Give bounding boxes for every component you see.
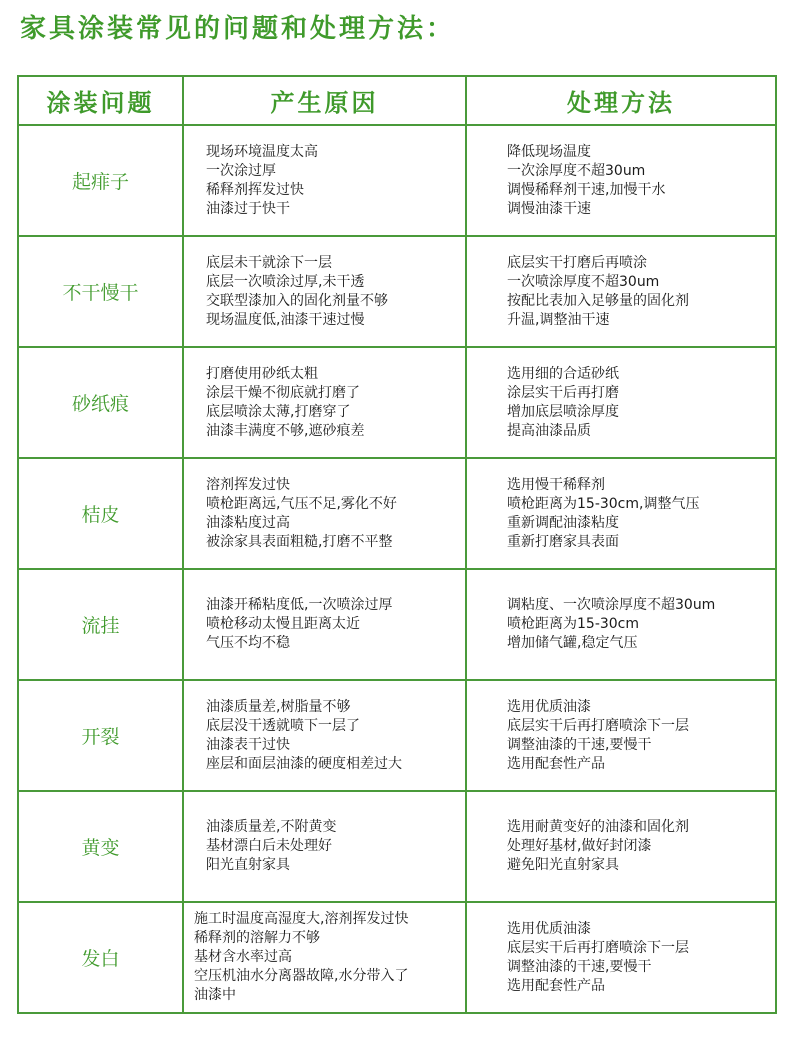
- table-row: [18, 347, 776, 458]
- method-cell: [466, 125, 776, 236]
- cause-line: 油漆表干过快: [206, 736, 290, 753]
- method-line: 重新打磨家具表面: [507, 533, 619, 550]
- cause-line: 喷枪移动太慢且距离太近: [206, 616, 360, 632]
- method-line: 增加储气罐,稳定气压: [507, 635, 638, 651]
- header-method: 处理方法: [466, 76, 776, 125]
- method-line: 提高油漆品质: [507, 422, 591, 439]
- header-issue: 涂装问题: [18, 76, 183, 125]
- method-line: 一次涂厚度不超30um: [507, 162, 646, 179]
- method-cell: [466, 347, 776, 458]
- cause-line: 喷枪距离远,气压不足,雾化不好: [206, 495, 397, 512]
- method-line: 选用慢干稀释剂: [507, 476, 605, 493]
- method-line: 调整油漆的干速,要慢干: [507, 736, 652, 753]
- cause-cell: [183, 902, 466, 1013]
- header-cause: 产生原因: [183, 76, 466, 125]
- issue-cell: 砂纸痕: [18, 347, 183, 458]
- cause-cell: [183, 458, 466, 569]
- cause-line: 打磨使用砂纸太粗: [206, 365, 318, 382]
- cause-line: 油漆质量差,不附黄变: [206, 819, 337, 835]
- method-line: 重新调配油漆粘度: [507, 514, 619, 531]
- cause-line: 稀释剂的溶解力不够: [194, 930, 320, 946]
- cause-line: 溶剂挥发过快: [206, 476, 290, 493]
- method-line: 升温,调整油干速: [507, 311, 610, 328]
- method-cell: [466, 680, 776, 791]
- method-line: 降低现场温度: [507, 143, 591, 160]
- issue-cell: 流挂: [18, 569, 183, 680]
- cause-line: 油漆粘度过高: [206, 514, 290, 531]
- cause-line: 施工时温度高湿度大,溶剂挥发过快: [194, 911, 409, 927]
- cause-line: 基材漂白后未处理好: [206, 838, 332, 854]
- method-line: 增加底层喷涂厚度: [507, 403, 619, 420]
- method-line: 调慢油漆干速: [507, 200, 591, 217]
- cause-line: 现场环境温度太高: [206, 143, 318, 160]
- method-line: 底层实干后再打磨喷涂下一层: [507, 717, 689, 734]
- table-row: [18, 236, 776, 347]
- method-line: 按配比表加入足够量的固化剂: [507, 292, 689, 309]
- method-line: 选用配套性产品: [507, 977, 605, 994]
- cause-line: 空压机油水分离器故障,水分带入了: [194, 968, 409, 984]
- table-row: [18, 569, 776, 680]
- method-line: 调慢稀释剂干速,加慢干水: [507, 181, 666, 198]
- cause-cell: [183, 680, 466, 791]
- cause-line: 油漆质量差,树脂量不够: [206, 698, 351, 715]
- cause-line: 油漆丰满度不够,遮砂痕差: [206, 422, 365, 439]
- cause-line: 座层和面层油漆的硬度相差过大: [206, 755, 402, 772]
- method-line: 选用耐黄变好的油漆和固化剂: [507, 819, 689, 835]
- issue-cell: 开裂: [18, 680, 183, 791]
- cause-cell: [183, 236, 466, 347]
- issue-cell: 黄变: [18, 791, 183, 902]
- method-line: 调整油漆的干速,要慢干: [507, 958, 652, 975]
- method-line: 选用优质油漆: [507, 698, 591, 715]
- cause-cell: [183, 347, 466, 458]
- page-title: 家具涂装常见的问题和处理方法：: [20, 14, 456, 44]
- cause-line: 底层一次喷涂过厚,未干透: [206, 273, 365, 290]
- method-line: 调粘度、一次喷涂厚度不超30um: [507, 597, 716, 613]
- problems-table-wrapper: [17, 75, 777, 1014]
- method-cell: [466, 791, 776, 902]
- method-line: 一次喷涂厚度不超30um: [507, 273, 660, 290]
- problems-table: [17, 75, 777, 1014]
- table-row: [18, 902, 776, 1013]
- issue-cell: 发白: [18, 902, 183, 1013]
- method-line: 涂层实干后再打磨: [507, 384, 619, 401]
- cause-line: 底层喷涂太薄,打磨穿了: [206, 403, 351, 420]
- cause-cell: [183, 791, 466, 902]
- cause-line: 一次涂过厚: [206, 162, 276, 179]
- issue-cell: 不干慢干: [18, 236, 183, 347]
- table-row: [18, 458, 776, 569]
- cause-cell: [183, 125, 466, 236]
- table-header-row: [18, 76, 776, 125]
- cause-line: 油漆过于快干: [206, 200, 290, 217]
- cause-line: 基材含水率过高: [194, 949, 292, 965]
- cause-line: 阳光直射家具: [206, 857, 290, 873]
- table-row: [18, 680, 776, 791]
- method-line: 底层实干打磨后再喷涂: [507, 254, 647, 271]
- cause-line: 气压不均不稳: [206, 635, 290, 651]
- cause-cell: [183, 569, 466, 680]
- method-line: 底层实干后再打磨喷涂下一层: [507, 939, 689, 956]
- method-cell: [466, 236, 776, 347]
- cause-line: 底层没干透就喷下一层了: [206, 717, 360, 734]
- cause-line: 油漆开稀粘度低,一次喷涂过厚: [206, 597, 393, 613]
- table-row: [18, 125, 776, 236]
- method-line: 选用细的合适砂纸: [507, 365, 619, 382]
- method-line: 处理好基材,做好封闭漆: [507, 838, 652, 854]
- cause-line: 油漆中: [194, 987, 236, 1003]
- table-row: [18, 791, 776, 902]
- method-line: 选用优质油漆: [507, 920, 591, 937]
- issue-cell: 桔皮: [18, 458, 183, 569]
- method-cell: [466, 902, 776, 1013]
- cause-line: 被涂家具表面粗糙,打磨不平整: [206, 533, 393, 550]
- cause-line: 交联型漆加入的固化剂量不够: [206, 292, 388, 309]
- table-body: [18, 125, 776, 1013]
- issue-cell: 起痱子: [18, 125, 183, 236]
- method-line: 喷枪距离为15-30cm: [507, 616, 640, 632]
- cause-line: 现场温度低,油漆干速过慢: [206, 311, 365, 328]
- method-line: 喷枪距离为15-30cm,调整气压: [507, 495, 700, 512]
- method-line: 避免阳光直射家具: [507, 857, 619, 873]
- cause-line: 稀释剂挥发过快: [206, 181, 304, 198]
- method-cell: [466, 569, 776, 680]
- method-cell: [466, 458, 776, 569]
- cause-line: 底层未干就涂下一层: [206, 254, 332, 271]
- method-line: 选用配套性产品: [507, 755, 605, 772]
- cause-line: 涂层干燥不彻底就打磨了: [206, 384, 360, 401]
